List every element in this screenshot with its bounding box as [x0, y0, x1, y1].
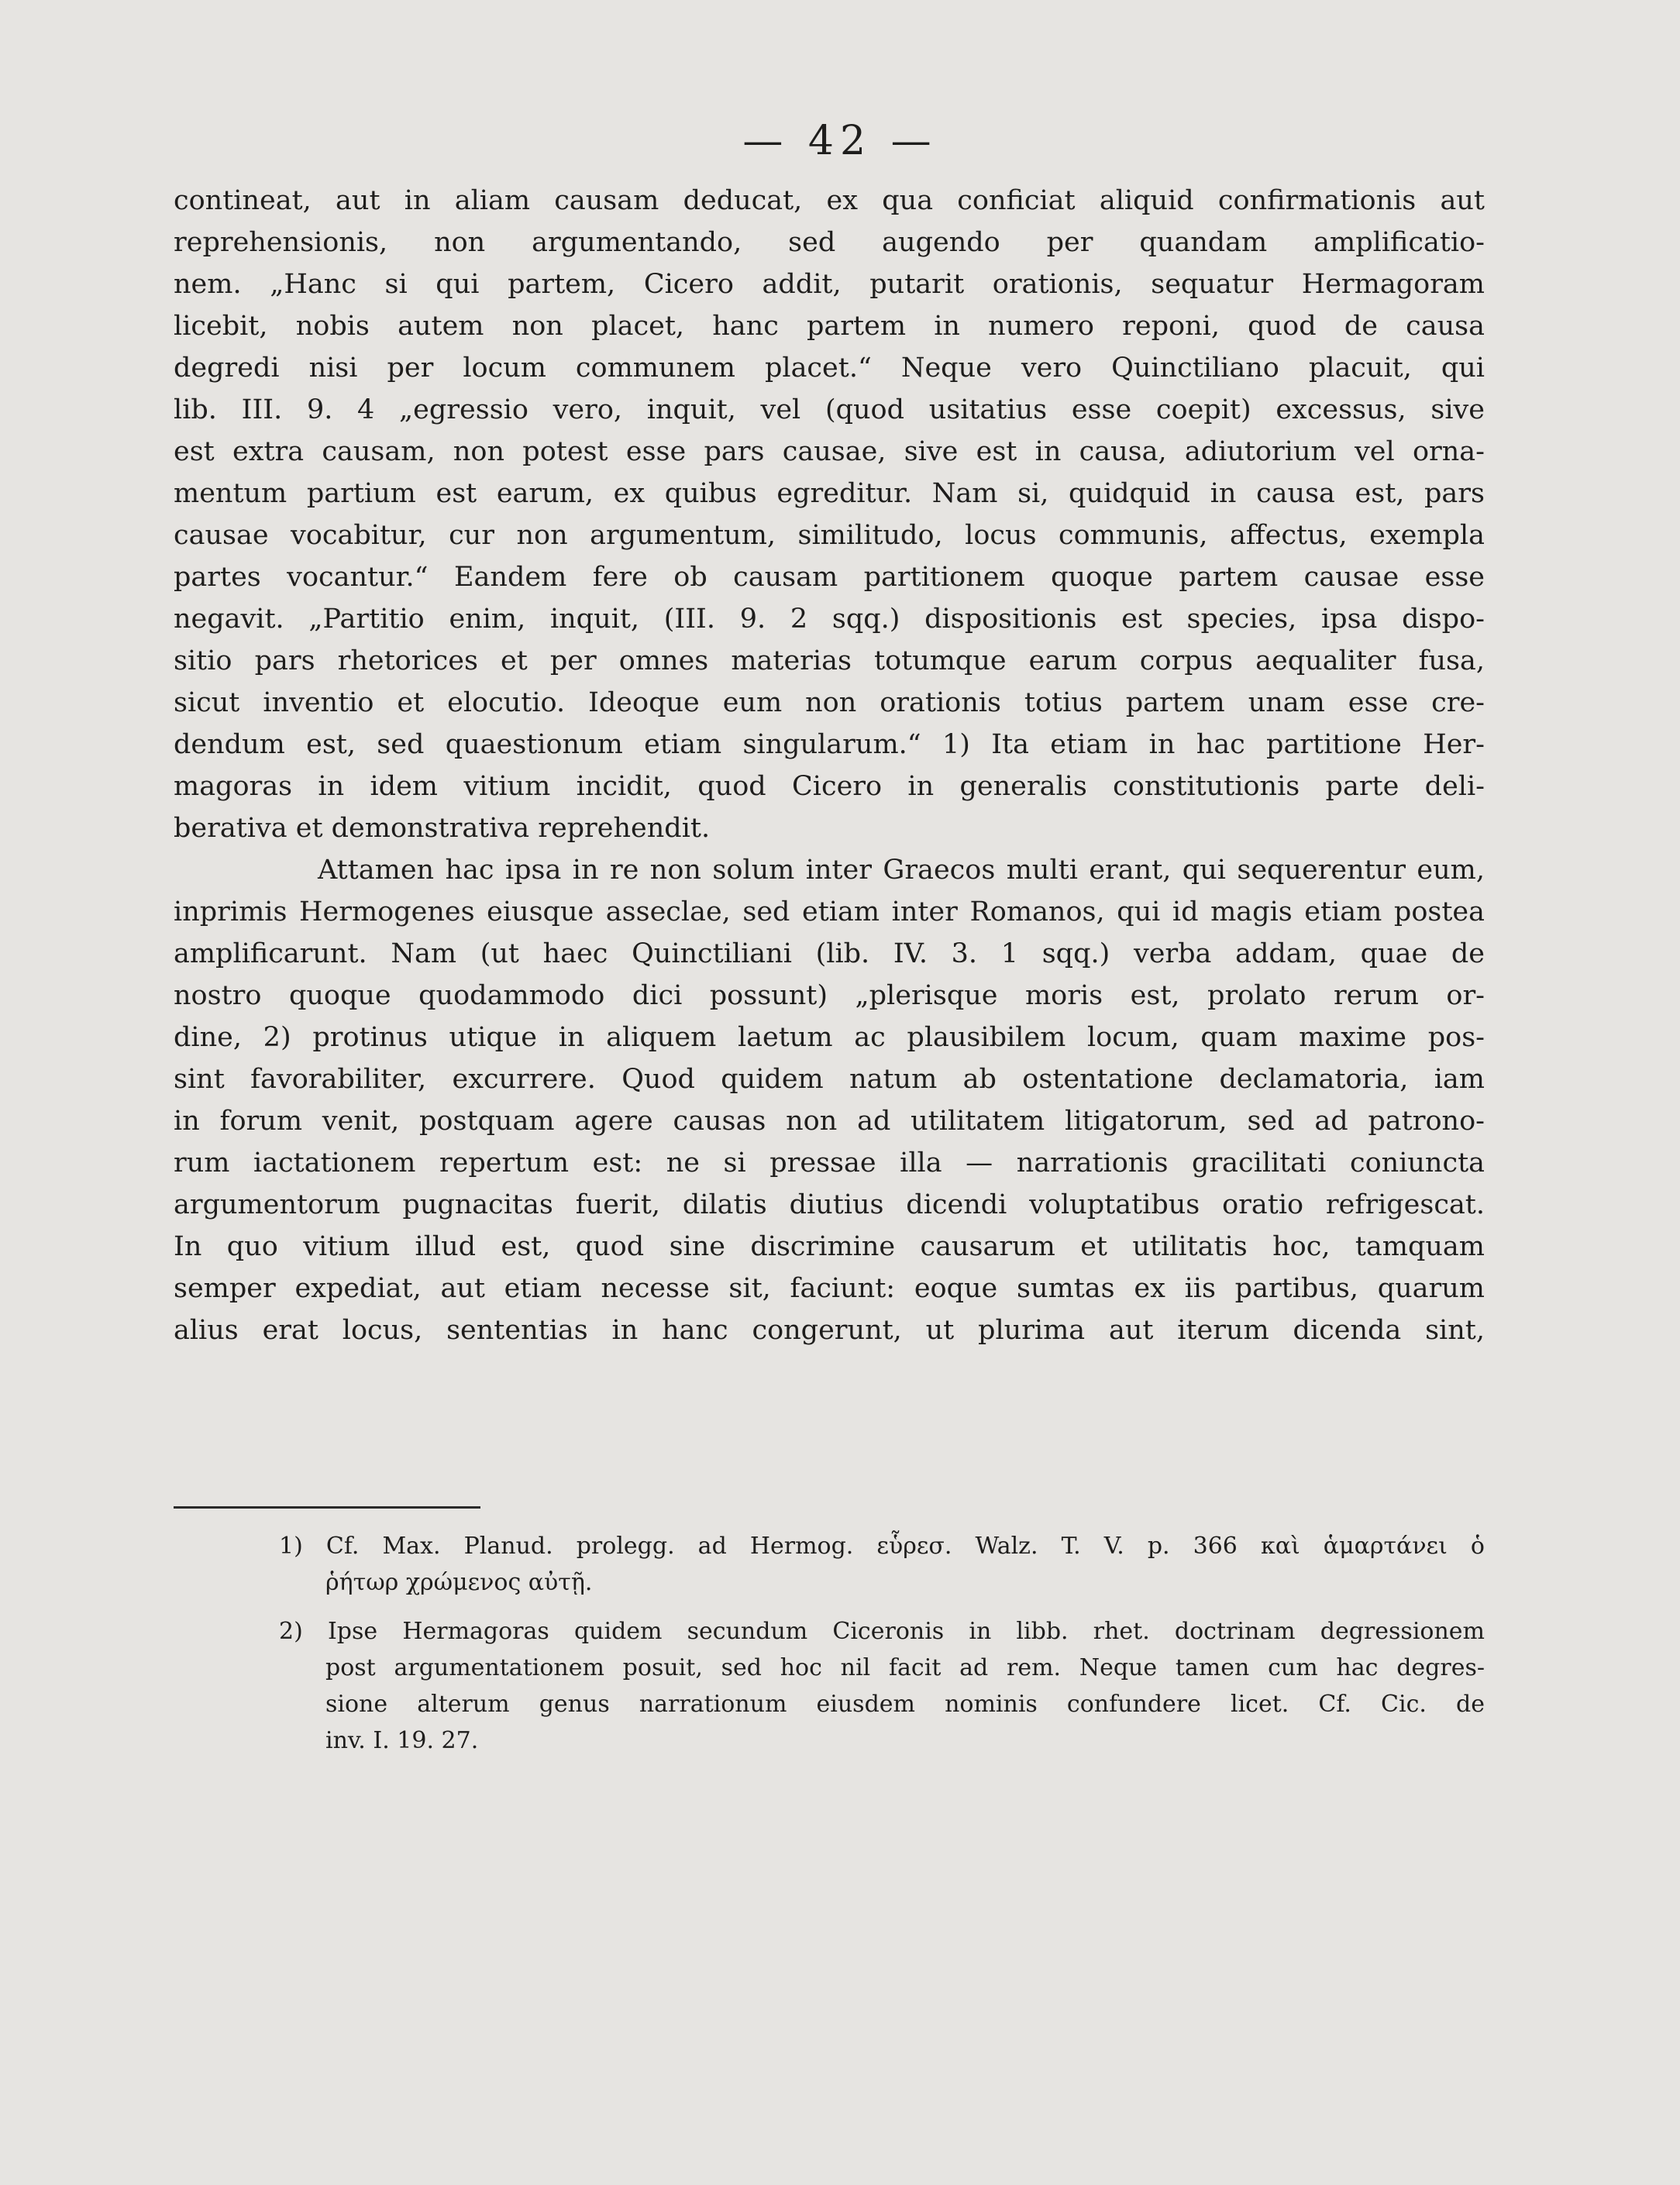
- text-line: degredi nisi per locum communem placet.“ Neque vero Quinctiliano placuit, qui: [174, 353, 1485, 384]
- text-line: reprehensionis, non argumentando, sed augendo per quandam amplificatio-: [174, 227, 1485, 258]
- text-line: partes vocantur.“ Eandem fere ob causam partitionem quoque partem causae esse: [174, 562, 1485, 593]
- text-line: In quo vitium illud est, quod sine discrimine causarum et utilitatis hoc, tamquam: [174, 1231, 1485, 1262]
- text-line: in forum venit, postquam agere causas non ad utilitatem litigatorum, sed ad patrono-: [174, 1106, 1485, 1137]
- text-line: rum iactationem repertum est: ne si pressae illa — narrationis gracilitati coniuncta: [174, 1148, 1485, 1179]
- text-line: berativa et demonstrativa reprehendit.: [174, 813, 711, 844]
- text-line: inprimis Hermogenes eiusque asseclae, sed etiam inter Romanos, qui id magis etiam postea: [174, 896, 1485, 927]
- footnote-1-line: ῥήτωρ χρώμενος αὐτῇ.: [325, 1569, 593, 1596]
- footnote-2-line: post argumentationem posuit, sed hoc nil facit ad rem. Neque tamen cum hac degres-: [325, 1654, 1485, 1681]
- text-line: sint favorabiliter, excurrere. Quod quidem natum ab ostentatione declamatoria, iam: [174, 1064, 1485, 1095]
- text-line: magoras in idem vitium incidit, quod Cicero in generalis constitutionis parte deli-: [174, 771, 1485, 802]
- text-line: causae vocabitur, cur non argumentum, similitudo, locus communis, affectus, exempla: [174, 520, 1485, 551]
- text-line: amplificarunt. Nam (ut haec Quinctiliani (lib. IV. 3. 1 sqq.) verba addam, quae de: [174, 938, 1485, 969]
- text-line: nostro quoque quodammodo dici possunt) „plerisque moris est, prolato rerum or-: [174, 980, 1485, 1011]
- text-line: est extra causam, non potest esse pars causae, sive est in causa, adiutorium vel orna-: [174, 436, 1485, 467]
- text-line: alius erat locus, sententias in hanc congerunt, ut plurima aut iterum dicenda sint,: [174, 1315, 1485, 1346]
- main-text: [174, 180, 1485, 1351]
- text-line: dine, 2) protinus utique in aliquem laetum ac plausibilem locum, quam maxime pos-: [174, 1022, 1485, 1053]
- text-line: contineat, aut in aliam causam deducat, ex qua conficiat aliquid confirmationis aut: [174, 185, 1485, 216]
- text-line: negavit. „Partitio enim, inquit, (III. 9. 2 sqq.) dispositionis est species, ipsa dispo-: [174, 604, 1485, 635]
- footnote-2-line: sione alterum genus narrationum eiusdem nominis confundere licet. Cf. Cic. de: [325, 1691, 1485, 1718]
- text-line: semper expediat, aut etiam necesse sit, faciunt: eoque sumtas ex iis partibus, quarum: [174, 1273, 1485, 1304]
- text-line: dendum est, sed quaestionum etiam singularum.“ 1) Ita etiam in hac partitione Her-: [174, 729, 1485, 760]
- text-line: argumentorum pugnacitas fuerit, dilatis diutius dicendi voluptatibus oratio refrigescat.: [174, 1189, 1485, 1220]
- text-line: licebit, nobis autem non placet, hanc partem in numero reponi, quod de causa: [174, 311, 1485, 342]
- footnote-1-line: 1) Cf. Max. Planud. prolegg. ad Hermog. εὗρεσ. Walz. T. V. p. 366 καὶ ἁμαρτάνει ὁ: [279, 1533, 1485, 1560]
- text-line: nem. „Hanc si qui partem, Cicero addit, putarit orationis, sequatur Hermagoram: [174, 269, 1485, 300]
- text-line: sitio pars rhetorices et per omnes materias totumque earum corpus aequaliter fusa,: [174, 645, 1485, 676]
- footnote-2-line: inv. I. 19. 27.: [325, 1727, 479, 1754]
- footnotes: [279, 1528, 1485, 1759]
- text-line: sicut inventio et elocutio. Ideoque eum non orationis totius partem unam esse cre-: [174, 687, 1485, 718]
- text-line: mentum partium est earum, ex quibus egreditur. Nam si, quidquid in causa est, pars: [174, 478, 1485, 509]
- footnote-2-line: 2) Ipse Hermagoras quidem secundum Ciceronis in libb. rhet. doctrinam degressionem: [279, 1618, 1485, 1645]
- footnote-separator: [174, 1506, 480, 1509]
- paragraph-start-line: Attamen hac ipsa in re non solum inter Graecos multi erant, qui sequerentur eum,: [318, 855, 1485, 886]
- text-line: lib. III. 9. 4 „egressio vero, inquit, vel (quod usitatius esse coepit) excessus, sive: [174, 394, 1485, 425]
- page-number: — 42 —: [742, 118, 938, 164]
